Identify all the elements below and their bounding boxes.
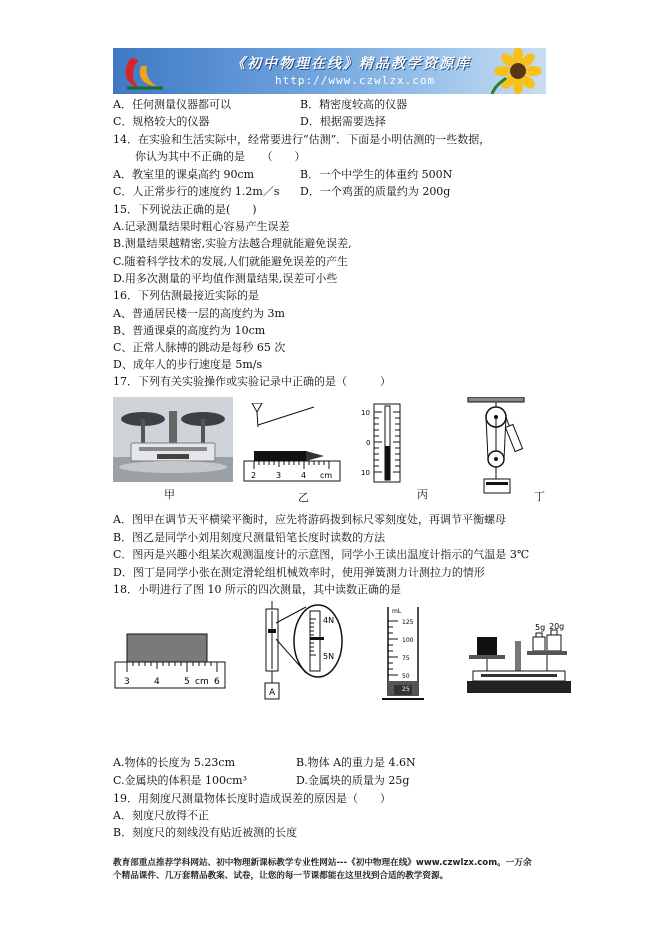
- q14-option-b: B．一个中学生的体重约 500N: [300, 168, 453, 181]
- q18-stem: 18．小明进行了图 10 所示的四次测量，其中读数正确的是: [113, 583, 401, 596]
- figure-spring-label-5n: 5N: [323, 652, 335, 661]
- figure-cyl-tick-75: 75: [402, 655, 410, 662]
- banner-url[interactable]: http://www.czwlzx.com: [275, 74, 436, 87]
- q15-stem: 15．下列说法正确的是( ): [113, 203, 257, 216]
- q16-option-b: B、普通课桌的高度约为 10cm: [113, 324, 266, 337]
- figure-ruler-tick-cm: cm: [195, 677, 209, 687]
- figure-bing-thermometer-icon: [360, 402, 416, 484]
- q15-option-b: B.测量结果越精密,实验方法越合理就能避免误差,: [113, 237, 352, 250]
- figure-yi-tick-cm: cm: [320, 471, 333, 480]
- figure-spring-label-4n: 4N: [323, 616, 335, 625]
- figure-yi-caption: 乙: [298, 491, 309, 504]
- footer-line-2: 个精品课件、几万套精品教案、试卷，让您的每一节课都能在这里找到合适的教学资源。: [113, 871, 449, 881]
- q16-option-d: D、成年人的步行速度是 5m/s: [113, 358, 263, 371]
- q15-option-d: D.用多次测量的平均值作测量结果,误差可小些: [113, 272, 338, 285]
- sunflower-icon: [482, 48, 542, 94]
- figure-cyl-tick-50: 50: [402, 673, 410, 680]
- figure-yi-tick-3: 3: [276, 471, 282, 480]
- q18-option-d: D.金属块的质量为 25g: [296, 774, 410, 787]
- figure-bing-tick-top: 10: [361, 409, 370, 417]
- figure-weight-20g: 20g: [549, 623, 565, 631]
- q14-option-d: D．一个鸡蛋的质量约为 200g: [300, 185, 451, 198]
- q19-option-b: B．刻度尺的刻线没有贴近被测的长度: [113, 826, 298, 839]
- q19-stem: 19．用刻度尺测量物体长度时造成误差的原因是（ ）: [113, 792, 391, 805]
- figure-yi-tick-2: 2: [251, 471, 257, 480]
- figure-graduated-cylinder-icon: [378, 603, 428, 705]
- figure-ruler-tick-4: 4: [154, 677, 160, 687]
- figure-bing-tick-zero: 0: [366, 439, 371, 447]
- q16-stem: 16．下列估测最接近实际的是: [113, 289, 259, 302]
- q13-option-a: A．任何测量仪器都可以: [113, 98, 231, 111]
- figure-bing-caption: 丙: [417, 488, 428, 501]
- q19-option-a: A．刻度尺放得不正: [113, 809, 209, 822]
- figure-ruler-tick-6: 6: [214, 677, 220, 687]
- q15-option-c: C.随着科学技术的发展,人们就能避免误差的产生: [113, 255, 349, 268]
- figure-jia-caption: 甲: [164, 488, 175, 501]
- figure-ruler-block-icon: [113, 626, 228, 691]
- q13-option-b: B．精密度较高的仪器: [300, 98, 408, 111]
- figure-cyl-tick-25: 25: [402, 686, 410, 693]
- footer-line-1: 教育部重点推荐学科网站、初中物理新课标教学专业性网站---《初中物理在线》www.czwlzx.com。一万余: [113, 858, 532, 868]
- q18-option-c: C.金属块的体积是 100cm³: [113, 774, 248, 787]
- q18-option-b: B.物体 A的重力是 4.6N: [296, 756, 416, 769]
- figure-cyl-unit: mL: [392, 608, 402, 615]
- figure-yi-ruler-pencil-icon: [240, 403, 342, 483]
- q17-option-d: D．图丁是同学小张在测定滑轮组机械效率时，使用弹簧测力计测拉力的情形: [113, 566, 485, 579]
- figure-ruler-tick-5: 5: [184, 677, 190, 687]
- q17-option-b: B．图乙是同学小刘用刻度尺测量铅笔长度时读数的方法: [113, 531, 386, 544]
- figure-bing-tick-bottom: 10: [361, 469, 370, 477]
- q13-option-d: D．根据需要选择: [300, 115, 386, 128]
- figure-spring-scale-icon: [252, 601, 347, 709]
- q16-option-c: C、正常人脉搏的跳动是每秒 65 次: [113, 341, 286, 354]
- header-banner: [113, 48, 546, 94]
- q15-option-a: A.记录测量结果时粗心容易产生误差: [113, 220, 290, 233]
- banner-title: 《初中物理在线》精品教学资源库: [231, 56, 471, 72]
- figure-cyl-tick-125: 125: [402, 619, 414, 626]
- figure-ding-caption: 丁: [534, 490, 545, 503]
- q14-stem-line1: 14．在实验和生活实际中，经常要进行“估测”．下面是小明估测的一些数据，: [113, 133, 491, 146]
- figure-balance-weights-icon: [463, 623, 575, 699]
- q17-option-a: A．图甲在调节天平横梁平衡时，应先将游码拨到标尺零刻度处，再调节平衡螺母: [113, 513, 506, 526]
- figure-yi-tick-4: 4: [301, 471, 307, 480]
- figure-ruler-tick-3: 3: [124, 677, 130, 687]
- figure-weight-5g: 5g: [535, 623, 546, 632]
- figure-cyl-tick-100: 100: [402, 637, 414, 644]
- q16-option-a: A、普通居民楼一层的高度约为 3m: [113, 307, 285, 320]
- figure-jia-balance-icon: [113, 397, 233, 482]
- figure-spring-block-label: A: [269, 688, 276, 698]
- q14-option-c: C．人正常步行的速度约 1.2m／s: [113, 185, 280, 198]
- q17-option-c: C．图丙是兴趣小组某次观测温度计的示意图，同学小王读出温度计指示的气温是 3℃: [113, 548, 530, 561]
- q14-stem-line2: 你认为其中不正确的是 （ ）: [135, 150, 306, 163]
- q14-option-a: A．教室里的课桌高约 90cm: [113, 168, 255, 181]
- q13-option-c: C．规格较大的仪器: [113, 115, 210, 128]
- q17-stem: 17．下列有关实验操作或实验记录中正确的是（ ）: [113, 375, 391, 388]
- figure-ding-pulley-icon: [466, 397, 536, 497]
- site-logo-icon: [117, 50, 171, 92]
- q18-option-a: A.物体的长度为 5.23cm: [113, 756, 236, 769]
